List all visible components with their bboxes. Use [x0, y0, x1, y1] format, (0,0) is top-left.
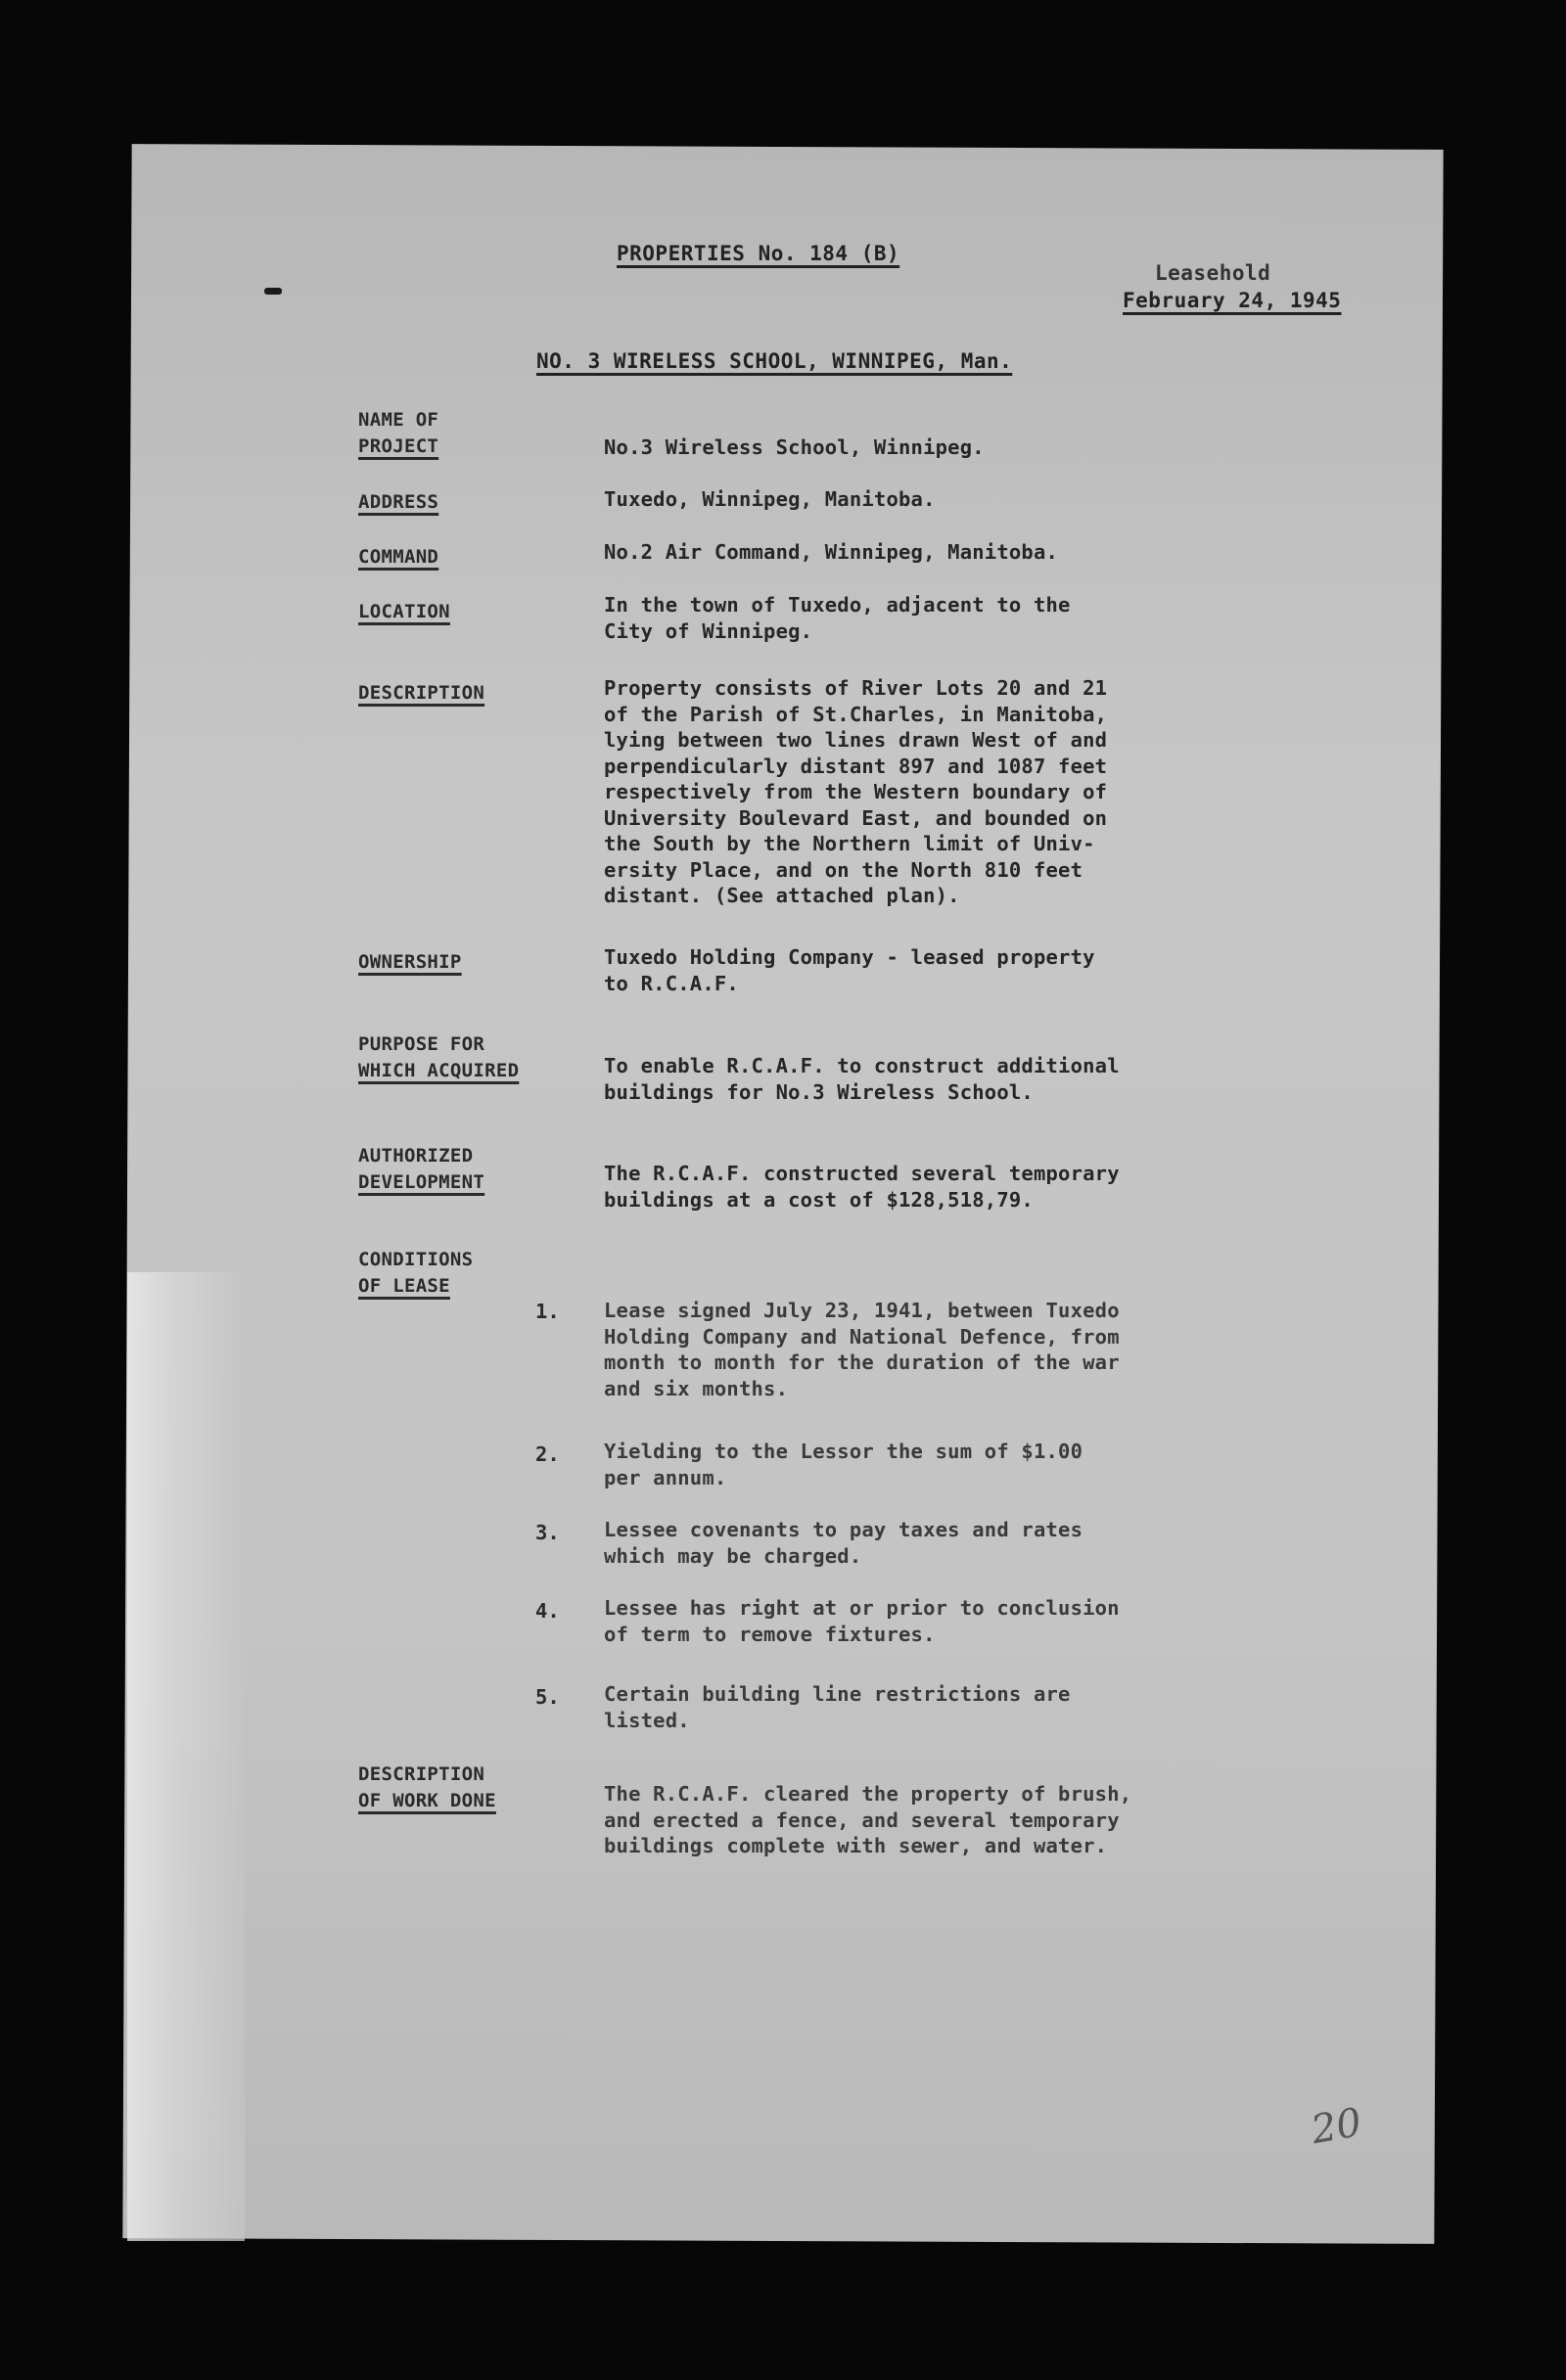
authorized-development-label: AUTHORIZED DEVELOPMENT — [358, 1145, 485, 1193]
work-done-label: DESCRIPTION OF WORK DONE — [358, 1763, 496, 1811]
command-value: No.2 Air Command, Winnipeg, Manitoba. — [604, 540, 1059, 564]
condition-text: Certain building line restrictions are listed. — [604, 1682, 1071, 1732]
ink-mark — [264, 288, 282, 295]
ownership-value: Tuxedo Holding Company - leased property to R.C.A.F. — [604, 945, 1095, 995]
name-of-project-label: NAME OF PROJECT — [358, 409, 439, 457]
condition-text: Lessee covenants to pay taxes and rates which may be charged. — [604, 1518, 1083, 1568]
conditions-of-lease-label: CONDITIONS OF LEASE — [358, 1249, 474, 1297]
tenure-type: Leasehold — [1155, 261, 1271, 285]
condition-text: Yielding to the Lessor the sum of $1.00 per annum. — [604, 1440, 1083, 1489]
properties-number: PROPERTIES No. 184 (B) — [617, 242, 900, 265]
document-title: NO. 3 WIRELESS SCHOOL, WINNIPEG, Man. — [536, 349, 1013, 373]
condition-number: 4. — [535, 1599, 560, 1623]
address-value: Tuxedo, Winnipeg, Manitoba. — [604, 487, 936, 511]
name-of-project-value: No.3 Wireless School, Winnipeg. — [604, 435, 985, 459]
location-label: LOCATION — [358, 601, 450, 622]
condition-number: 1. — [535, 1300, 560, 1323]
condition-number: 5. — [535, 1685, 560, 1709]
condition-number: 2. — [535, 1442, 560, 1466]
page-number-handwritten: 20 — [1308, 2099, 1365, 2154]
condition-number: 3. — [535, 1521, 560, 1544]
command-label: COMMAND — [358, 546, 439, 568]
purpose-label: PURPOSE FOR WHICH ACQUIRED — [358, 1033, 520, 1081]
authorized-development-value: The R.C.A.F. constructed several temporary buildings at a cost of $128,518,79. — [604, 1162, 1120, 1212]
description-label: DESCRIPTION — [358, 682, 485, 704]
condition-text: Lessee has right at or prior to conclusion of term to remove fixtures. — [604, 1596, 1120, 1646]
document-date: February 24, 1945 — [1123, 289, 1342, 312]
page-edge-fold — [127, 1272, 245, 2241]
description-value: Property consists of River Lots 20 and 21 of the Parish of St.Charles, in Manitoba, lying between two lines drawn West of and perpendicularly distant 897 and 1087 feet respectively from the Western boundary of University Boulevard East, and bounded on the South by the Northern limit of Univ- ersity Place, and on the North 810 feet distant. (See attached plan). — [604, 676, 1108, 907]
location-value: In the town of Tuxedo, adjacent to the City of Winnipeg. — [604, 593, 1071, 643]
ownership-label: OWNERSHIP — [358, 951, 462, 973]
purpose-value: To enable R.C.A.F. to construct additional buildings for No.3 Wireless School. — [604, 1054, 1120, 1104]
condition-text: Lease signed July 23, 1941, between Tuxedo Holding Company and National Defence, from month to month for the duration of the war and six months. — [604, 1299, 1120, 1400]
address-label: ADDRESS — [358, 491, 439, 513]
work-done-value: The R.C.A.F. cleared the property of brush, and erected a fence, and several temporary buildings complete with sewer, and water. — [604, 1782, 1132, 1857]
